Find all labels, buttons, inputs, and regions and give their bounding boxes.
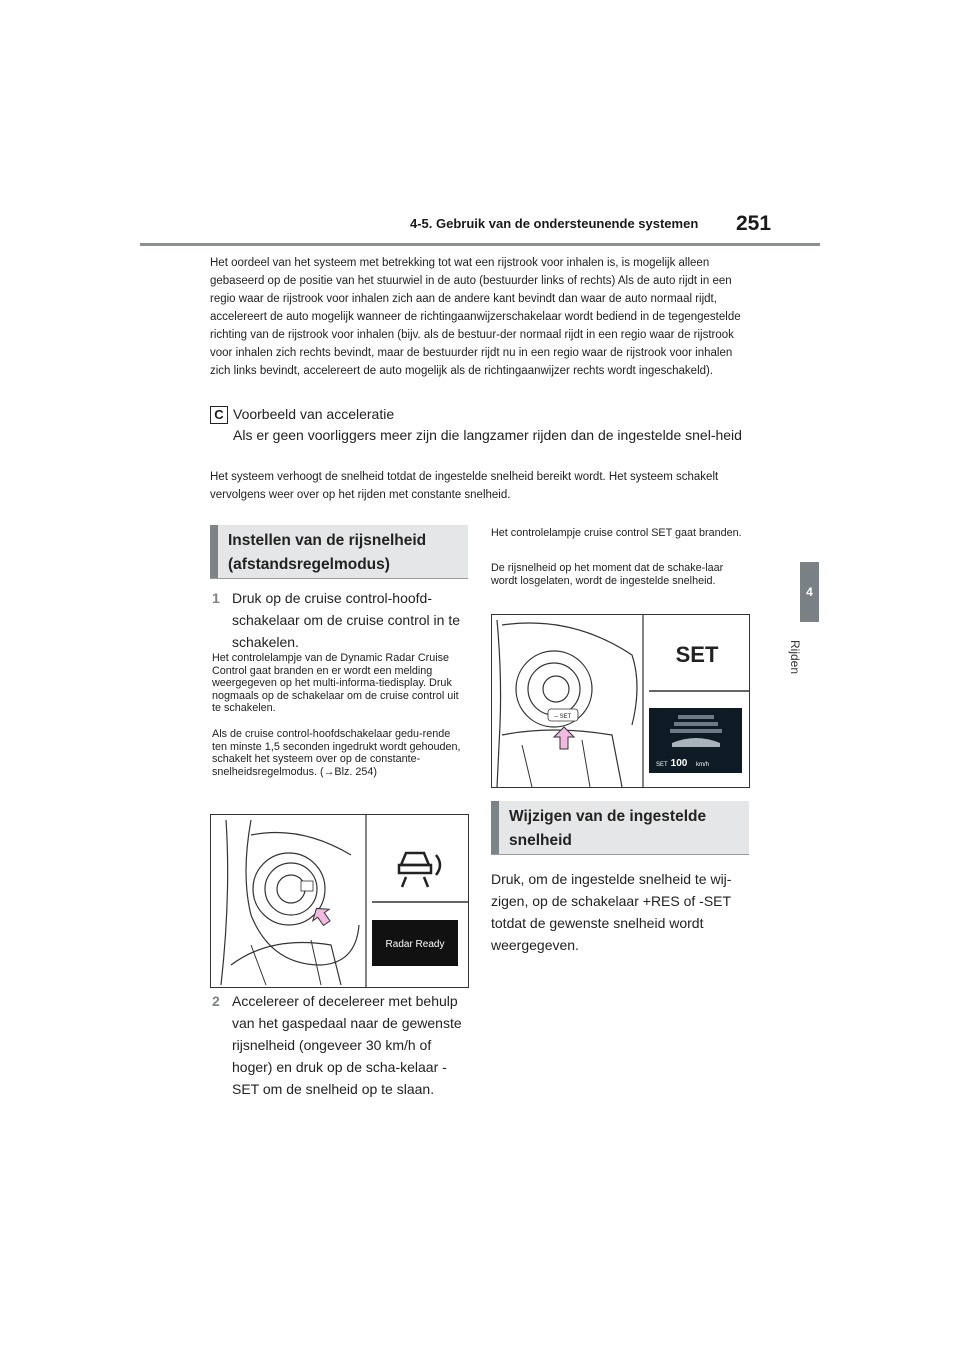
display-unit: km/h — [696, 762, 710, 768]
steering-wheel-illustration — [211, 815, 468, 987]
section-rule — [491, 854, 749, 855]
step-number: 1 — [212, 590, 220, 606]
set-switch-label: – SET — [554, 714, 572, 720]
example-subtitle: Als er geen voorliggers meer zijn die langzamer rijden dan de ingestelde snel-heid — [233, 427, 742, 443]
step-text: Accelereer of decelereer met behulp van het gaspedaal naar de gewenste rijsnelheid (ongeveer 30 km/h of hoger) en druk op de scha-kelaar -SET om de snelheid op te slaan. — [232, 993, 462, 1097]
example-letter-badge: C — [210, 406, 228, 424]
note-set-indicator: Het controlelampje cruise control SET gaat branden. — [491, 527, 742, 539]
radar-ready-text: Radar Ready — [385, 939, 445, 950]
section-heading-wijzigen: Wijzigen van de ingestelde snelheid — [491, 801, 749, 855]
example-note: Het systeem verhoogt de snelheid totdat de ingestelde snelheid bereikt wordt. Het systeem schakelt vervolgens weer over op het rijden met constante snelheid. — [210, 471, 719, 501]
chapter-tab: 4 — [800, 562, 819, 622]
step-1 — [212, 587, 468, 653]
note-set-speed: De rijsnelheid op het moment dat de schake-laar wordt losgelaten, wordt de ingestelde snelheid. — [491, 562, 724, 587]
figure-set-switch — [491, 614, 750, 788]
chapter-label — [786, 640, 806, 700]
steering-wheel-set-illustration — [492, 615, 749, 787]
cruise-main-switch-icon — [301, 881, 313, 891]
step-number: 2 — [212, 993, 220, 1009]
note-hold-switch: Als de cruise control-hoofdschakelaar gedu-rende ten minste 1,5 seconden ingedrukt wordt gehouden, schakelt het systeem over op de constante-snelheidsregelmodus. (→Blz. 254) — [212, 728, 461, 778]
radar-cruise-indicator-icon — [399, 853, 440, 887]
chapter-label-text: Rijden — [788, 640, 802, 675]
intro-paragraph: Het oordeel van het systeem met betrekking tot wat een rijstrook voor inhalen is, is mogelijk alleen gebaseerd op de positie van het stuurwiel in de auto (bestuurder links of rechts) Als de auto rijdt in een regio waar de rijstrook voor inhalen zich aan de andere kant bevindt dan waar de auto normaal rijdt, accelereert de auto mogelijk wanneer de richtingaanwijzerschakelaar wordt bediend in de tegengestelde richting van de rijstrook voor inhalen (bijv. als de bestuur-der normaal rijdt in een regio waar de rijstrook voor inhalen zich rechts bevindt, maar de bestuurder rijdt nu in een regio waar de rijstrook voor inhalen zich links bevindt, accelereert de auto mogelijk als de richtingaanwijzer rechts wordt ingeschakeld). — [210, 257, 741, 377]
figure-main-switch — [210, 814, 469, 988]
change-speed-text: Druk, om de ingestelde snelheid te wij-zigen, op de schakelaar +RES of -SET totdat de gewenste snelheid wordt weergegeven. — [491, 871, 732, 953]
page-number: 251 — [736, 212, 772, 235]
note-indicator: Het controlelampje van de Dynamic Radar Cruise Control gaat branden en er wordt een melding weergegeven op het multi-informa-tiedisplay. Druk nogmaals op de schakelaar om de cruise control uit te schakelen. — [212, 652, 459, 714]
display-set-label: SET — [656, 762, 668, 768]
example-title: Voorbeeld van acceleratie — [233, 406, 395, 422]
header-rule — [140, 243, 820, 246]
section-heading-instellen: Instellen van de rijsnelheid (afstandsregelmodus) — [210, 525, 468, 579]
step-text: Druk op de cruise control-hoofd-schakelaar om de cruise control in te schakelen. — [232, 590, 460, 650]
display-speed: 100 — [670, 758, 688, 769]
header-title: 4-5. Gebruik van de ondersteunende systemen — [410, 216, 699, 231]
step-2 — [212, 990, 468, 1100]
section-rule — [210, 578, 468, 579]
set-indicator-text: SET — [675, 642, 719, 667]
